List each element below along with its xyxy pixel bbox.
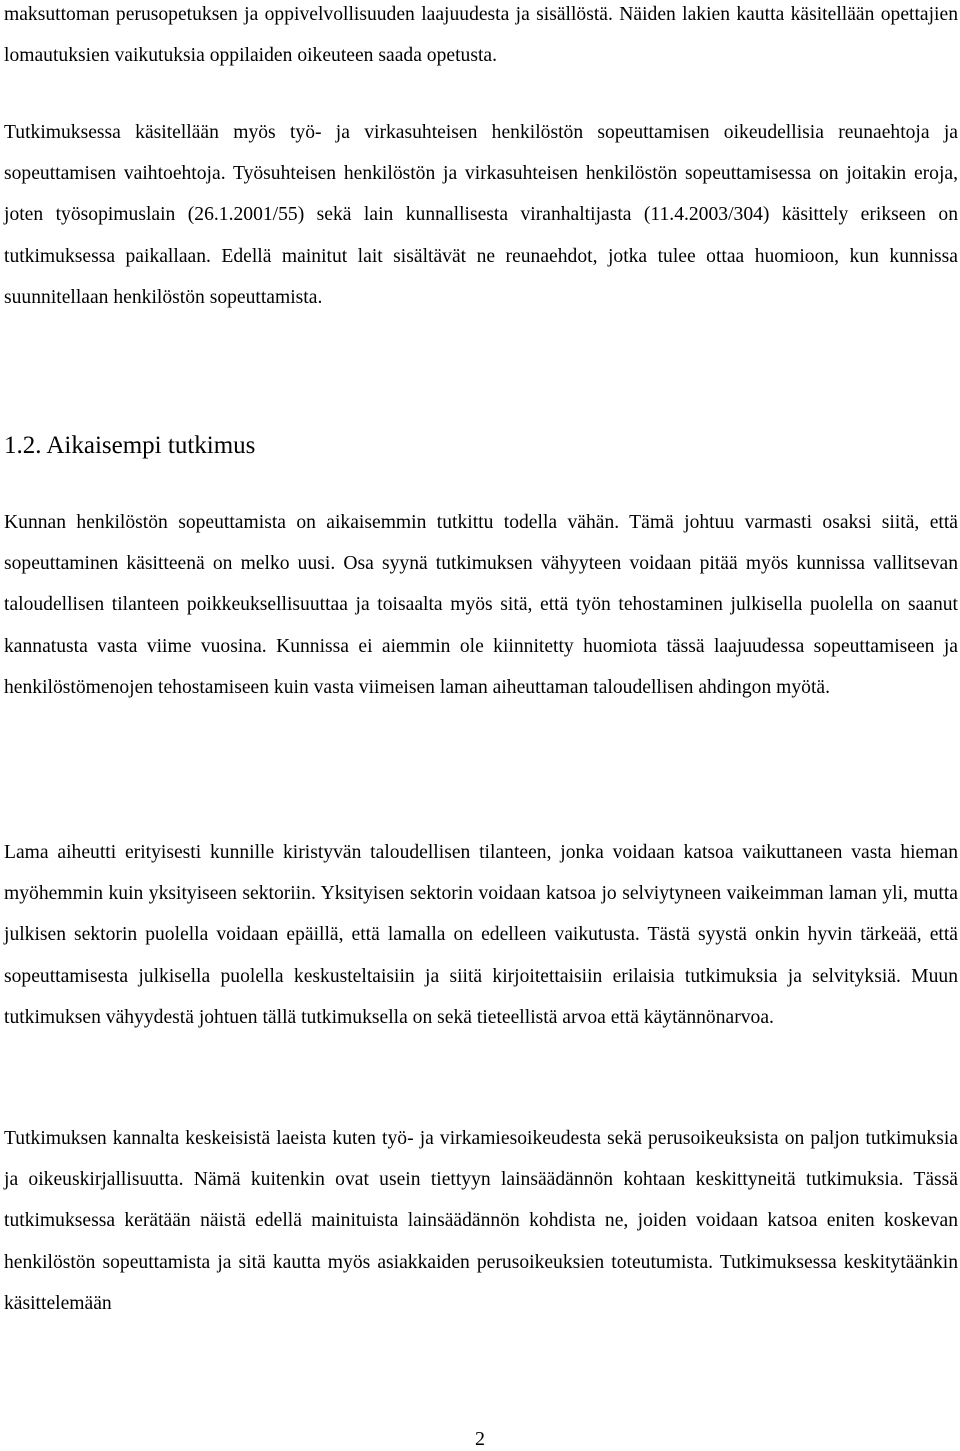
section-heading: 1.2. Aikaisempi tutkimus bbox=[4, 432, 256, 459]
paragraph-2: Tutkimuksessa käsitellään myös työ- ja virkasuhteisen henkilöstön sopeuttamisen oikeudellisia reunaehtoja ja sopeuttamisen vaihtoehtoja. Työsuhteisen henkilöstön ja virkasuhteisen henkilöstön sopeuttamisessa on joitakin eroja, joten työsopimuslain (26.1.2001/55) sekä lain kunnallisesta viranhaltijasta (11.4.2003/304) käsittely erikseen on tutkimuksessa paikallaan. Edellä mainitut lait sisältävät ne reunaehdot, jotka tulee ottaa huomioon, kun kunnissa suunnitellaan henkilöstön sopeuttamista. bbox=[4, 122, 958, 308]
paragraph-4: Lama aiheutti erityisesti kunnille kiristyvän taloudellisen tilanteen, jonka voidaan katsoa vaikuttaneen vasta hieman myöhemmin kuin yksityiseen sektoriin. Yksityisen sektorin voidaan katsoa jo selviytyneen vaikeimman laman yli, mutta julkisen sektorin puolella voidaan epäillä, että lamalla on edelleen vaikutusta. Tästä syystä onkin hyvin tärkeää, että sopeuttamisesta julkisella puolella keskusteltaisiin ja siitä kirjoitettaisiin erilaisia tutkimuksia ja selvityksiä. Muun tutkimuksen vähyydestä johtuen tällä tutkimuksella on sekä tieteellistä arvoa että käytännönarvoa. bbox=[4, 842, 958, 1028]
page-number: 2 bbox=[475, 1428, 485, 1450]
paragraph-1: maksuttoman perusopetuksen ja oppivelvollisuuden laajuudesta ja sisällöstä. Näiden lakien kautta käsitellään opettajien lomautuksien vaikutuksia oppilaiden oikeuteen saada opetusta. bbox=[4, 4, 958, 67]
paragraph-5: Tutkimuksen kannalta keskeisistä laeista kuten työ- ja virkamiesoikeudesta sekä perusoikeuksista on paljon tutkimuksia ja oikeuskirjallisuutta. Nämä kuitenkin ovat usein tiettyyn lainsäädännön kohtaan keskittyneitä tutkimuksia. Tässä tutkimuksessa kerätään näistä edellä mainituista lainsäädännön kohdista ne, joiden voidaan katsoa eniten koskevan henkilöstön sopeuttamista ja sitä kautta myös asiakkaiden perusoikeuksien toteutumista. Tutkimuksessa keskitytäänkin käsittelemään bbox=[4, 1128, 958, 1314]
paragraph-3: Kunnan henkilöstön sopeuttamista on aikaisemmin tutkittu todella vähän. Tämä johtuu varmasti osaksi siitä, että sopeuttaminen käsitteenä on melko uusi. Osa syynä tutkimuksen vähyyteen voidaan pitää myös kunnissa vallitsevan taloudellisen tilanteen poikkeuksellisuuttaa ja toisaalta myös sitä, että työn tehostaminen julkisella puolella on saanut kannatusta vasta viime vuosina. Kunnissa ei aiemmin ole kiinnitetty huomiota tässä laajuudessa sopeuttamiseen ja henkilöstömenojen tehostamiseen kuin vasta viimeisen laman aiheuttaman taloudellisen ahdingon myötä. bbox=[4, 512, 958, 698]
